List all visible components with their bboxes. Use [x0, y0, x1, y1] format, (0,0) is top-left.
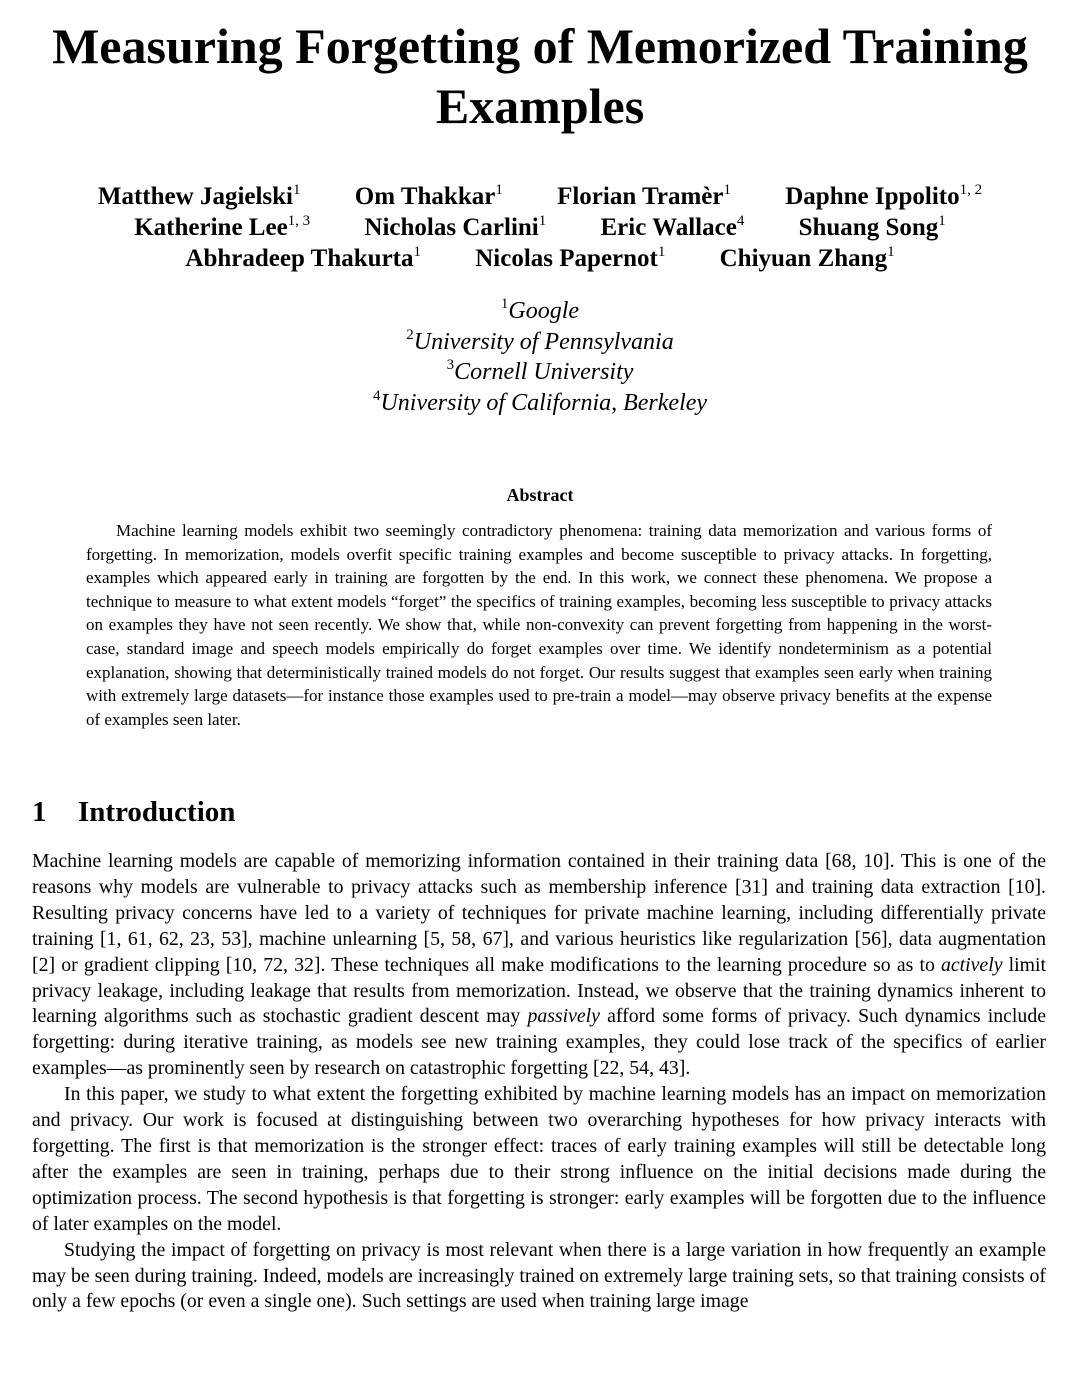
- affiliation: $^1$Google: [500, 296, 580, 324]
- author: Shuang Song$^1$: [798, 213, 946, 241]
- emphasis: actively: [940, 953, 1003, 976]
- section-title: Introduction: [78, 796, 236, 828]
- author-row: [0, 243, 1080, 274]
- emphasis: passively: [527, 1005, 600, 1028]
- author: Chiyuan Zhang$^1$: [719, 244, 895, 272]
- author: Katherine Lee$^{1, 3}$: [134, 213, 311, 241]
- section-heading: [32, 792, 235, 832]
- affiliation: $^4$University of California, Berkeley: [372, 387, 708, 416]
- section-number: 1: [32, 796, 47, 828]
- affiliation-list: [0, 296, 1080, 418]
- paragraph: In this paper, we study to what extent the forgetting exhibited by machine learning models has an impact on memorization and privacy. Our work is focused at distinguishing between two overarching hypotheses for how privacy interacts with forgetting. The first is that memorization is the stronger effect: traces of early training examples will still be detectable long after the examples are seen in training, perhaps due to their strong influence on the initial decisions made during the optimization process. The second hypothesis is that forgetting is stronger: early examples will be forgotten due to the influence of later examples on the model.: [32, 1083, 1046, 1235]
- author-list: [0, 181, 1080, 274]
- author: Nicholas Carlini$^1$: [364, 213, 547, 241]
- affiliation: $^2$University of Pennsylvania: [406, 326, 674, 355]
- author-row: [0, 181, 1080, 212]
- author-row: [0, 212, 1080, 243]
- abstract-heading: Abstract: [506, 485, 574, 505]
- paragraph: Studying the impact of forgetting on privacy is most relevant when there is a large variation in how frequently an example may be seen during training. Indeed, models are increasingly trained on extremely large training sets, so that training consists of only a few epochs (or even a single one). Such settings are used when training large image: [32, 1238, 1046, 1313]
- author: Matthew Jagielski$^1$: [97, 182, 301, 210]
- author: Nicolas Papernot$^1$: [475, 244, 666, 272]
- author: Abhradeep Thakurta$^1$: [185, 244, 421, 272]
- paper-title: Measuring Forgetting of Memorized Training Examples: [52, 18, 1028, 134]
- intro-body: [32, 849, 1046, 1315]
- paragraph: Machine learning models are capable of memorizing information contained in their training data [68, 10]. This is one of the reasons why models are vulnerable to privacy attacks such as membership inference [31] and training data extraction [10]. Resulting privacy concerns have led to a variety of techniques for private machine learning, including differentially private training [1, 61, 62, 23, 53], machine unlearning [5, 58, 67], and various heuristics like regularization [56], data augmentation [2] or gradient clipping [10, 72, 32]. These techniques all make modifications to the learning procedure so as to actively limit privacy leakage, including leakage that results from memorization. Instead, we observe that the training dynamics inherent to learning algorithms such as stochastic gradient descent may passively afford some forms of privacy. Such dynamics include forgetting: during iterative training, as models see new training examples, they could lose track of the specifics of earlier examples—as prominently seen by research on catastrophic forgetting [22, 54, 43].: [32, 850, 1046, 1080]
- author: Eric Wallace$^4$: [600, 213, 745, 241]
- author: Om Thakkar$^1$: [354, 182, 503, 210]
- affiliation: $^3$Cornell University: [446, 357, 634, 385]
- author: Florian Tramèr$^1$: [557, 182, 731, 210]
- author: Daphne Ippolito$^{1, 2}$: [785, 182, 983, 210]
- abstract-text: Machine learning models exhibit two seemingly contradictory phenomena: training data memorization and various forms of forgetting. In memorization, models overfit specific training examples and become susceptible to privacy attacks. In forgetting, examples which appeared early in training are forgotten by the end. In this work, we connect these phenomena. We propose a technique to measure to what extent models “forget” the specifics of training examples, becoming less susceptible to privacy attacks on examples they have not seen recently. We show that, while non-convexity can prevent forgetting from happening in the worst-case, standard image and speech models empirically do forget examples over time. We identify nondeterminism as a potential explanation, showing that deterministically trained models do not forget. Our results suggest that examples seen early when training with extremely large datasets—for instance those examples used to pre-train a model—may observe privacy benefits at the expense of examples seen later.: [86, 521, 992, 729]
